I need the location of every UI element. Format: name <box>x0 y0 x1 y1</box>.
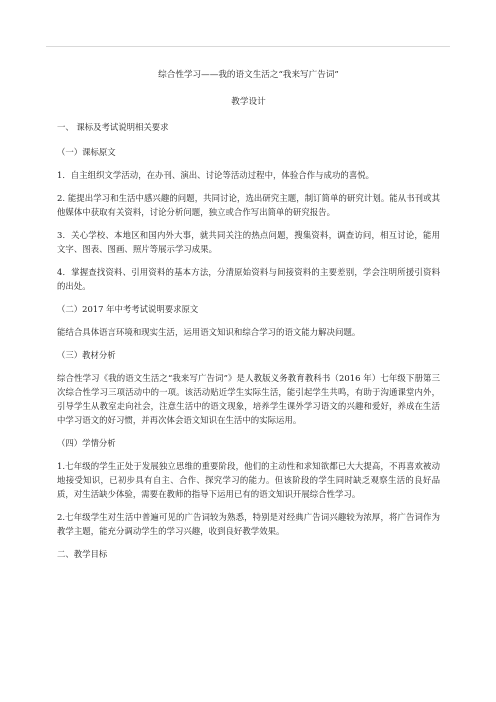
section-heading-requirements: 一、 课标及考试说明相关要求 <box>57 122 169 132</box>
curriculum-item-4: 4．掌握查找资料、引用资料的基本方法，分清原始资料与间接资料的主要差别，学会注明所援引资料的出处。 <box>57 267 440 291</box>
exam-requirement-text: 能结合具体语言环境和现实生活，运用语文知识和综合学习的语文能力解决问题。 <box>57 327 361 337</box>
document-title: 综合性学习——我的语文生活之“我来写广告词” <box>158 70 339 80</box>
section-heading-objectives: 二、教学目标 <box>57 549 108 559</box>
document-body <box>57 68 440 572</box>
document-subtitle: 教学设计 <box>231 97 266 107</box>
subsection-heading-students: （四）学情分析 <box>57 438 116 448</box>
curriculum-item-2: 2. 能提出学习和生活中感兴趣的问题，共同讨论，选出研究主题，制订简单的研究计划。能从书刊或其他媒体中获取有关资料，讨论分析问题，独立或合作写出简单的研究报告。 <box>57 193 440 217</box>
header-rule <box>46 46 450 47</box>
textbook-analysis-text: 综合性学习《我的语文生活之“我来写广告词”》是人教版义务教育教科书（2016 年）七年级下册第三次综合性学习三项活动中的一项。该活动贴近学生实际生活，能引起学生共鸣，有助于沟通课堂内外，引导学生从教室走向社会，注意生活中的语文现象，培养学生课外学习语文的兴趣和爱好，养成在生活中学习语文的好习惯，并再次体会语文知识在生活中的实际运用。 <box>57 373 440 425</box>
student-analysis-item-1: 1.七年级的学生正处于发展独立思维的重要阶段，他们的主动性和求知欲都已大大提高，不再喜欢被动地接受知识，已初步具有自主、合作、探究学习的能力。但该阶段的学生同时缺乏观察生活的良好品质，对生活缺少体验，需要在教师的指导下运用已有的语文知识开展综合性学习。 <box>57 461 440 499</box>
subsection-heading-curriculum: （一）课标原文 <box>57 147 116 157</box>
subsection-heading-exam: （二）2017 年中考考试说明要求原文 <box>57 304 199 314</box>
student-analysis-item-2: 2.七年级学生对生活中普遍可见的广告词较为熟悉，特别是对经典广告词兴趣较为浓厚，将广告词作为教学主题，能充分调动学生的学习兴趣，收到良好教学效果。 <box>57 512 440 536</box>
curriculum-item-3: 3．关心学校、本地区和国内外大事，就共同关注的热点问题，搜集资料，调查访问，相互讨论，能用文字、图表、图画、照片等展示学习成果。 <box>57 230 440 254</box>
curriculum-item-1: 1．自主组织文学活动，在办刊、演出、讨论等活动过程中，体验合作与成功的喜悦。 <box>57 170 375 180</box>
subsection-heading-textbook: （三）教材分析 <box>57 350 116 360</box>
